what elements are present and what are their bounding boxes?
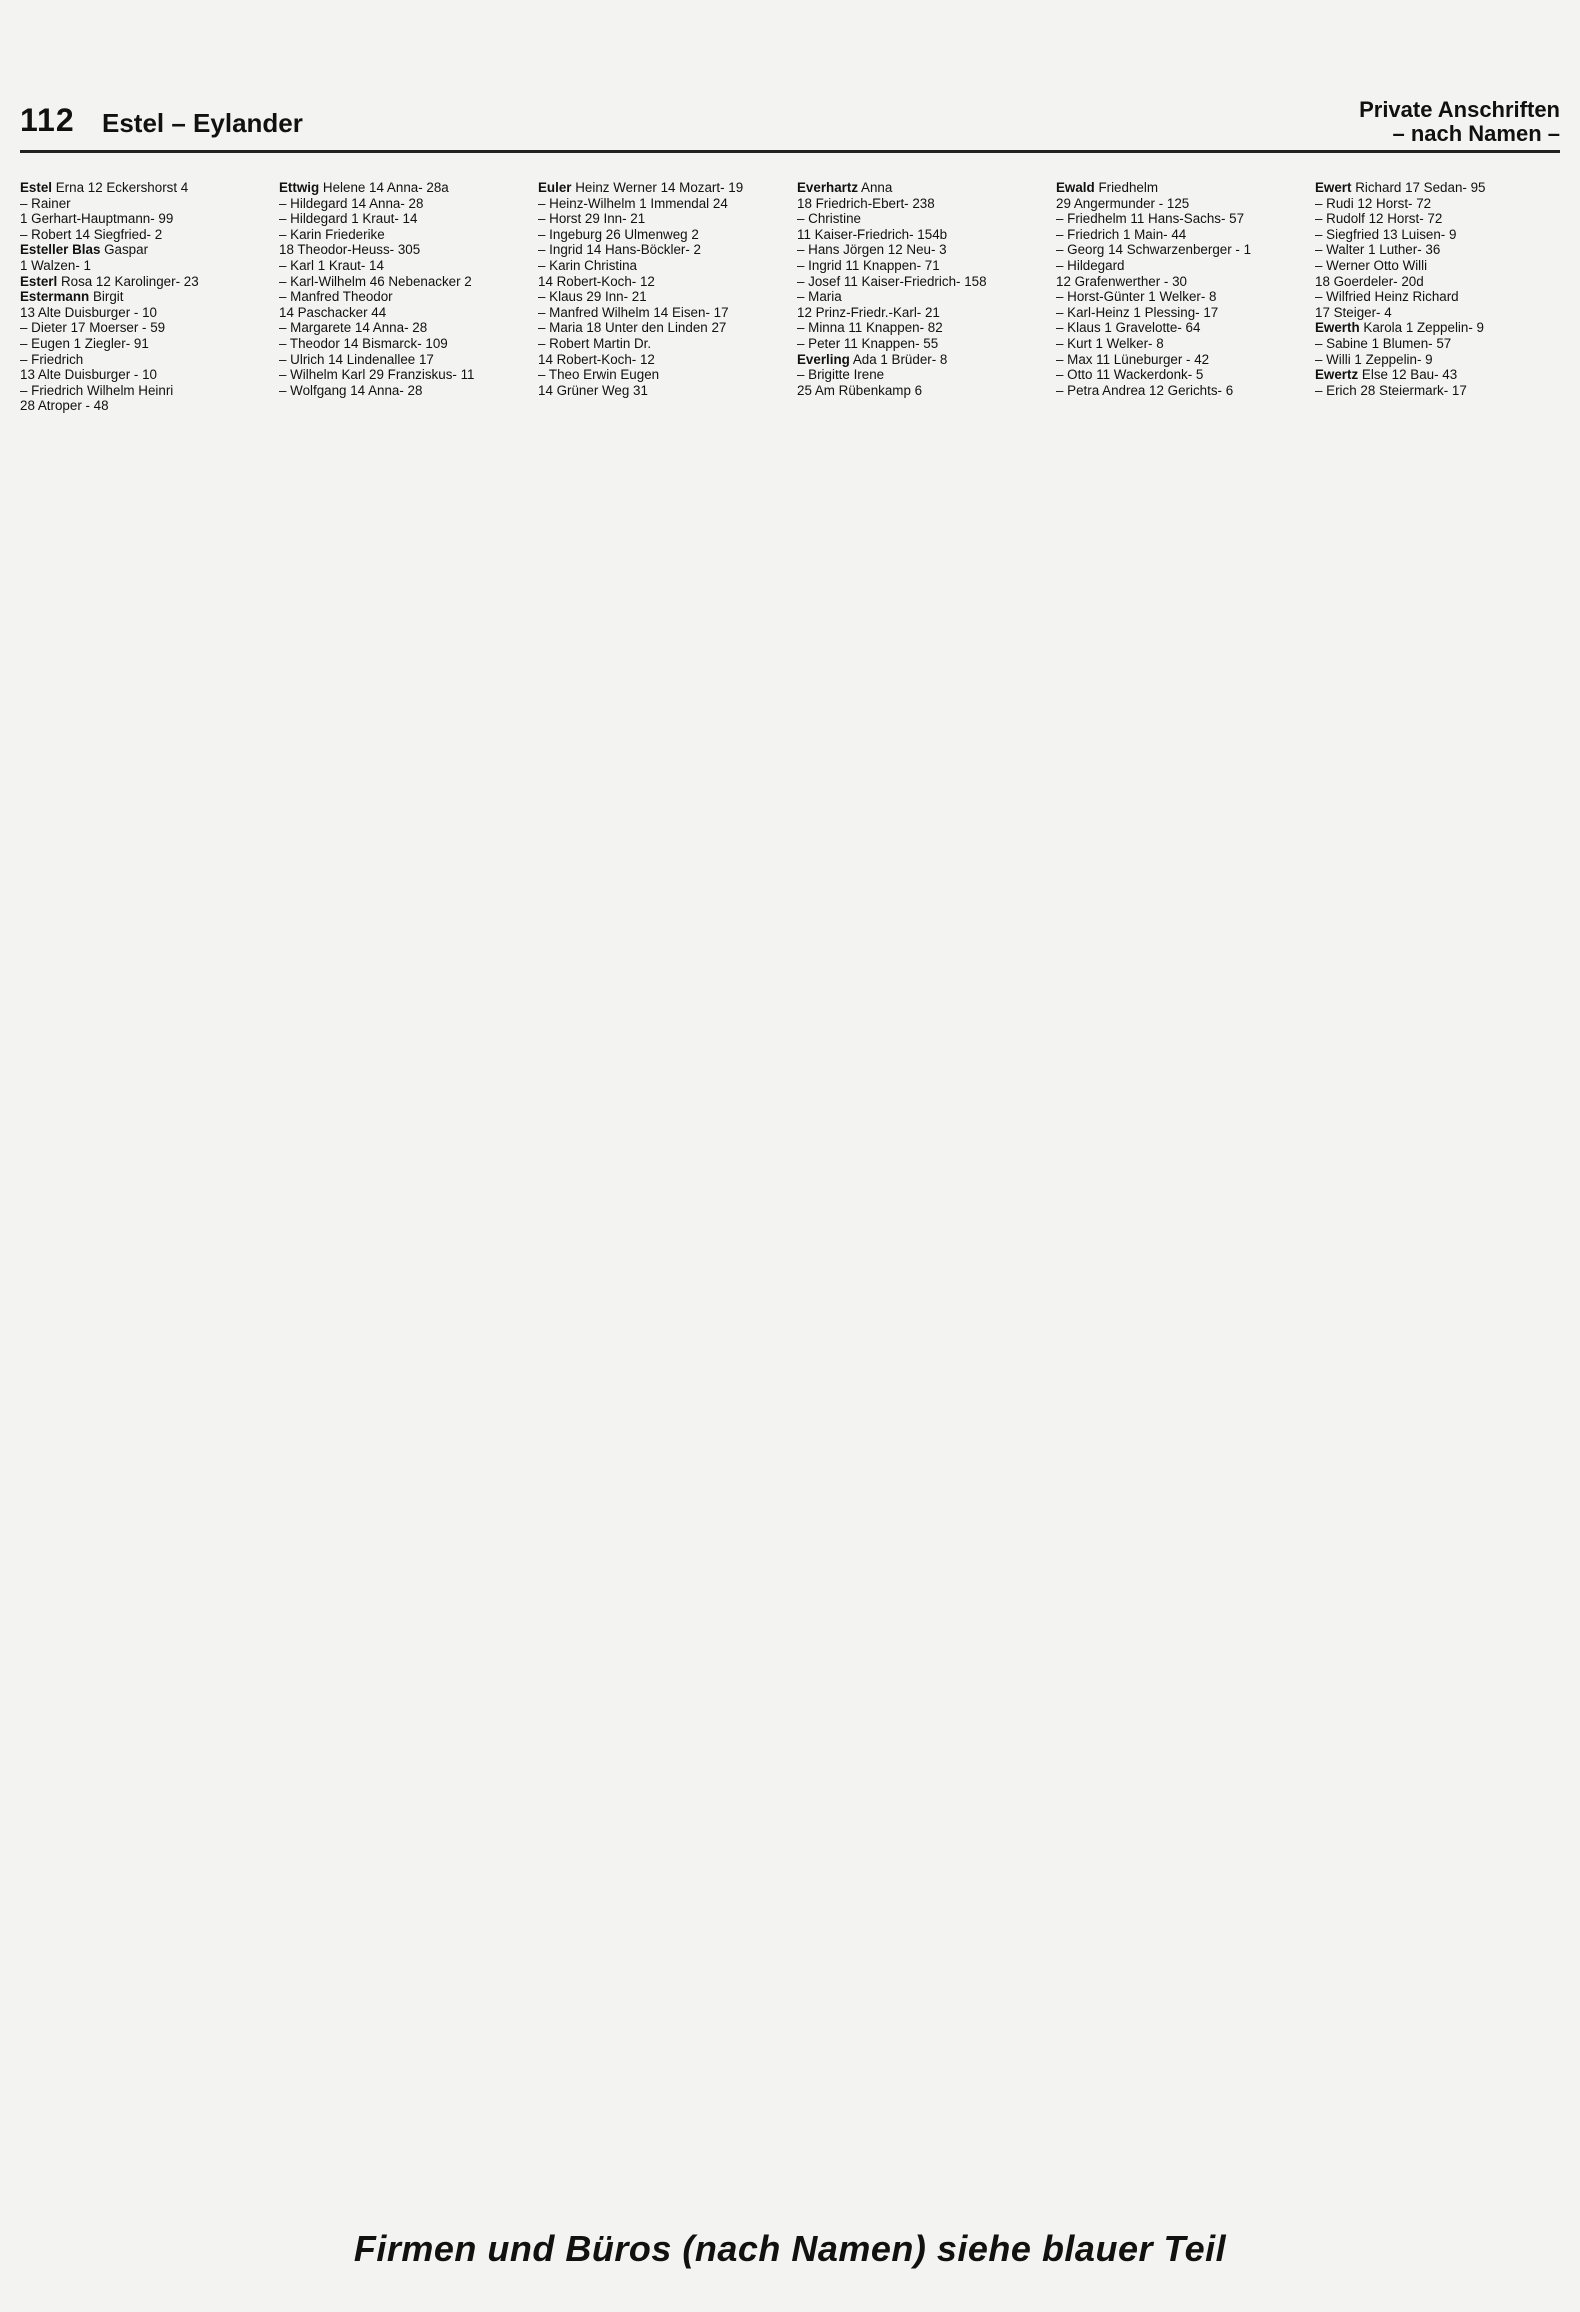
- directory-entry: [538, 274, 783, 290]
- entry-details: – Georg 14 Schwarzenberger - 1: [1056, 242, 1252, 258]
- entry-details: – Theodor 14 Bismarck- 109: [279, 335, 448, 351]
- directory-entry: [279, 258, 524, 274]
- entry-details: Rosa 12 Karolinger- 23: [60, 273, 199, 289]
- directory-entry: [279, 196, 524, 212]
- directory-entry: [1315, 180, 1560, 196]
- entry-details: Karola 1 Zeppelin- 9: [1363, 320, 1484, 336]
- directory-entry: [279, 274, 524, 290]
- entry-surname: Esteller Blas: [20, 242, 101, 258]
- directory-entry: [538, 305, 783, 321]
- entry-details: 13 Alte Duisburger - 10: [20, 304, 157, 320]
- entry-surname: Ewald: [1056, 180, 1095, 195]
- directory-entry: [1056, 320, 1301, 336]
- entry-details: – Karin Christina: [538, 257, 637, 273]
- entry-details: Richard 17 Sedan- 95: [1355, 180, 1486, 195]
- directory-entry: [1056, 227, 1301, 243]
- entry-surname: Ewert: [1315, 180, 1352, 195]
- entry-details: Anna: [861, 180, 893, 195]
- entry-details: – Ingrid 14 Hans-Böckler- 2: [538, 242, 701, 258]
- entry-details: – Christine: [797, 211, 862, 227]
- entry-surname: Ewertz: [1315, 367, 1359, 383]
- directory-entry: [279, 227, 524, 243]
- directory-entry: [1056, 196, 1301, 212]
- directory-entry: [279, 336, 524, 352]
- entry-details: 1 Gerhart-Hauptmann- 99: [20, 211, 174, 227]
- directory-entry: [279, 211, 524, 227]
- entry-details: 18 Friedrich-Ebert- 238: [797, 195, 935, 211]
- directory-entry: [797, 180, 1042, 196]
- entry-surname: Euler: [538, 180, 572, 195]
- entry-details: – Friedrich Wilhelm Heinri: [20, 382, 174, 398]
- entry-details: 14 Grüner Weg 31: [538, 382, 648, 398]
- entry-details: – Petra Andrea 12 Gerichts- 6: [1056, 382, 1234, 398]
- footer-note: Firmen und Büros (nach Namen) siehe blauer Teil: [353, 2228, 1227, 2269]
- directory-entry: [1056, 242, 1301, 258]
- directory-entry: [1056, 336, 1301, 352]
- entry-surname: Everhartz: [797, 180, 859, 195]
- entry-surname: Ettwig: [279, 180, 320, 195]
- name-range: Estel – Eylander: [102, 108, 303, 138]
- entry-details: – Karl-Heinz 1 Plessing- 17: [1056, 304, 1219, 320]
- entry-details: 18 Theodor-Heuss- 305: [279, 242, 421, 258]
- directory-entry: [1056, 383, 1301, 399]
- entry-details: – Horst-Günter 1 Welker- 8: [1056, 289, 1217, 305]
- entry-details: Birgit: [92, 289, 124, 305]
- entry-details: – Kurt 1 Welker- 8: [1056, 335, 1164, 351]
- entry-details: – Friedhelm 11 Hans-Sachs- 57: [1056, 211, 1245, 227]
- entry-details: 18 Goerdeler- 20d: [1315, 273, 1424, 289]
- entry-details: – Maria 18 Unter den Linden 27: [538, 320, 727, 336]
- directory-entry: [20, 242, 265, 258]
- directory-entry: [1315, 274, 1560, 290]
- entry-details: Friedhelm: [1098, 180, 1158, 195]
- entry-details: – Friedrich: [20, 351, 84, 367]
- entry-details: 14 Paschacker 44: [279, 304, 387, 320]
- entry-details: 11 Kaiser-Friedrich- 154b: [797, 226, 948, 242]
- entry-details: – Ingrid 11 Knappen- 71: [797, 257, 940, 273]
- entry-details: – Rudolf 12 Horst- 72: [1315, 211, 1443, 227]
- directory-entry: [279, 383, 524, 399]
- directory-entry: [797, 320, 1042, 336]
- directory-column: [1056, 180, 1301, 2190]
- directory-entry: [20, 320, 265, 336]
- directory-entry: [797, 289, 1042, 305]
- entry-details: – Werner Otto Willi: [1315, 257, 1428, 273]
- directory-entry: [538, 289, 783, 305]
- section-title-line2: – nach Namen –: [1392, 121, 1560, 146]
- directory-entry: [1315, 336, 1560, 352]
- entry-details: 13 Alte Duisburger - 10: [20, 367, 157, 383]
- entry-details: – Ulrich 14 Lindenallee 17: [279, 351, 434, 367]
- directory-entry: [1056, 274, 1301, 290]
- directory-entry: [1056, 305, 1301, 321]
- directory-entry: [20, 398, 265, 414]
- directory-entry: [1315, 352, 1560, 368]
- entry-details: Heinz Werner 14 Mozart- 19: [575, 180, 744, 195]
- entry-details: – Wilhelm Karl 29 Franziskus- 11: [279, 367, 475, 383]
- directory-column: [538, 180, 783, 2190]
- entry-surname: Estel: [20, 180, 53, 195]
- entry-details: 12 Prinz-Friedr.-Karl- 21: [797, 304, 940, 320]
- directory-entry: [279, 352, 524, 368]
- page-header: [20, 98, 1560, 153]
- entry-details: Gaspar: [104, 242, 149, 258]
- entry-details: Helene 14 Anna- 28a: [322, 180, 449, 195]
- directory-entry: [538, 383, 783, 399]
- entry-details: – Wolfgang 14 Anna- 28: [279, 382, 423, 398]
- directory-entry: [797, 383, 1042, 399]
- directory-entry: [538, 242, 783, 258]
- entry-details: – Klaus 1 Gravelotte- 64: [1056, 320, 1201, 336]
- directory-entry: [20, 227, 265, 243]
- directory-entry: [1315, 196, 1560, 212]
- directory-entry: [20, 258, 265, 274]
- entry-details: – Karl-Wilhelm 46 Nebenacker 2: [279, 273, 472, 289]
- entry-surname: Everling: [797, 351, 850, 367]
- directory-entry: [1056, 258, 1301, 274]
- directory-entry: [20, 352, 265, 368]
- entry-details: – Walter 1 Luther- 36: [1315, 242, 1441, 258]
- directory-entry: [797, 242, 1042, 258]
- entry-surname: Estermann: [20, 289, 90, 305]
- directory-entry: [538, 211, 783, 227]
- directory-entry: [797, 305, 1042, 321]
- entry-details: Else 12 Bau- 43: [1361, 367, 1458, 383]
- directory-entry: [279, 289, 524, 305]
- entry-details: – Klaus 29 Inn- 21: [538, 289, 647, 305]
- directory-entry: [797, 336, 1042, 352]
- entry-details: – Heinz-Wilhelm 1 Immendal 24: [538, 195, 728, 211]
- directory-entry: [797, 227, 1042, 243]
- directory-entry: [20, 180, 265, 196]
- directory-entry: [538, 336, 783, 352]
- directory-entry: [1315, 211, 1560, 227]
- directory-entry: [538, 258, 783, 274]
- directory-entry: [20, 336, 265, 352]
- directory-entry: [1315, 227, 1560, 243]
- entry-details: – Ingeburg 26 Ulmenweg 2: [538, 226, 699, 242]
- entry-details: – Manfred Theodor: [279, 289, 393, 305]
- directory-entry: [797, 211, 1042, 227]
- directory-entry: [1056, 367, 1301, 383]
- directory-entry: [538, 180, 783, 196]
- directory-column: [279, 180, 524, 2190]
- directory-entry: [1315, 258, 1560, 274]
- entry-details: – Rudi 12 Horst- 72: [1315, 195, 1432, 211]
- entry-details: – Eugen 1 Ziegler- 91: [20, 335, 149, 351]
- directory-entry: [1056, 211, 1301, 227]
- directory-entry: [20, 367, 265, 383]
- directory-entry: [797, 367, 1042, 383]
- directory-entry: [797, 274, 1042, 290]
- entry-details: 25 Am Rübenkamp 6: [797, 382, 923, 398]
- section-title: [1359, 98, 1560, 146]
- directory-entry: [1315, 305, 1560, 321]
- directory-entry: [20, 274, 265, 290]
- entry-details: – Karl 1 Kraut- 14: [279, 257, 384, 273]
- entry-details: Ada 1 Brüder- 8: [852, 351, 948, 367]
- entry-details: – Hildegard 1 Kraut- 14: [279, 211, 418, 227]
- entry-details: – Hans Jörgen 12 Neu- 3: [797, 242, 947, 258]
- entry-details: – Siegfried 13 Luisen- 9: [1315, 226, 1457, 242]
- directory-entry: [797, 196, 1042, 212]
- entry-details: – Max 11 Lüneburger - 42: [1056, 351, 1210, 367]
- directory-entry: [279, 305, 524, 321]
- directory-entry: [279, 180, 524, 196]
- directory-entry: [538, 227, 783, 243]
- directory-entry: [1056, 289, 1301, 305]
- directory-column: [20, 180, 265, 2190]
- directory-columns: [20, 180, 1560, 2190]
- entry-details: – Hildegard: [1056, 257, 1125, 273]
- entry-details: – Hildegard 14 Anna- 28: [279, 195, 424, 211]
- entry-details: 14 Robert-Koch- 12: [538, 351, 655, 367]
- entry-details: – Wilfried Heinz Richard: [1315, 289, 1459, 305]
- entry-details: 29 Angermunder - 125: [1056, 195, 1190, 211]
- directory-entry: [1315, 289, 1560, 305]
- section-title-line1: Private Anschriften: [1359, 97, 1560, 122]
- entry-details: 14 Robert-Koch- 12: [538, 273, 655, 289]
- directory-column: [1315, 180, 1560, 2190]
- directory-column: [797, 180, 1042, 2190]
- entry-details: – Manfred Wilhelm 14 Eisen- 17: [538, 304, 729, 320]
- directory-entry: [797, 258, 1042, 274]
- directory-entry: [279, 367, 524, 383]
- directory-entry: [20, 196, 265, 212]
- entry-details: – Horst 29 Inn- 21: [538, 211, 646, 227]
- entry-details: – Minna 11 Knappen- 82: [797, 320, 943, 336]
- directory-entry: [20, 383, 265, 399]
- entry-details: – Willi 1 Zeppelin- 9: [1315, 351, 1433, 367]
- directory-entry: [538, 352, 783, 368]
- entry-details: – Otto 11 Wackerdonk- 5: [1056, 367, 1204, 383]
- directory-entry: [1315, 383, 1560, 399]
- entry-details: – Karin Friederike: [279, 226, 385, 242]
- entry-details: – Friedrich 1 Main- 44: [1056, 226, 1187, 242]
- entry-details: 17 Steiger- 4: [1315, 304, 1392, 320]
- entry-details: 28 Atroper - 48: [20, 398, 109, 414]
- entry-details: – Brigitte Irene: [797, 367, 885, 383]
- directory-entry: [1315, 320, 1560, 336]
- entry-details: – Sabine 1 Blumen- 57: [1315, 335, 1452, 351]
- directory-entry: [1315, 242, 1560, 258]
- page-number: 112: [20, 102, 75, 138]
- entry-details: 12 Grafenwerther - 30: [1056, 273, 1187, 289]
- directory-entry: [538, 196, 783, 212]
- entry-details: – Margarete 14 Anna- 28: [279, 320, 428, 336]
- entry-details: – Maria: [797, 289, 842, 305]
- directory-entry: [279, 320, 524, 336]
- directory-entry: [20, 211, 265, 227]
- directory-entry: [1315, 367, 1560, 383]
- entry-details: – Erich 28 Steiermark- 17: [1315, 382, 1467, 398]
- entry-details: Erna 12 Eckershorst 4: [55, 180, 189, 195]
- directory-entry: [538, 367, 783, 383]
- directory-entry: [279, 242, 524, 258]
- entry-details: – Rainer: [20, 195, 71, 211]
- entry-details: – Peter 11 Knappen- 55: [797, 335, 939, 351]
- entry-details: – Robert 14 Siegfried- 2: [20, 226, 163, 242]
- entry-details: – Robert Martin Dr.: [538, 335, 652, 351]
- entry-details: – Dieter 17 Moerser - 59: [20, 320, 166, 336]
- entry-details: – Theo Erwin Eugen: [538, 367, 660, 383]
- directory-entry: [20, 305, 265, 321]
- entry-details: – Josef 11 Kaiser-Friedrich- 158: [797, 273, 987, 289]
- entry-surname: Esterl: [20, 273, 58, 289]
- entry-details: 1 Walzen- 1: [20, 257, 91, 273]
- directory-entry: [797, 352, 1042, 368]
- directory-entry: [1056, 180, 1301, 196]
- directory-entry: [538, 320, 783, 336]
- directory-entry: [1056, 352, 1301, 368]
- directory-entry: [20, 289, 265, 305]
- entry-surname: Ewerth: [1315, 320, 1360, 336]
